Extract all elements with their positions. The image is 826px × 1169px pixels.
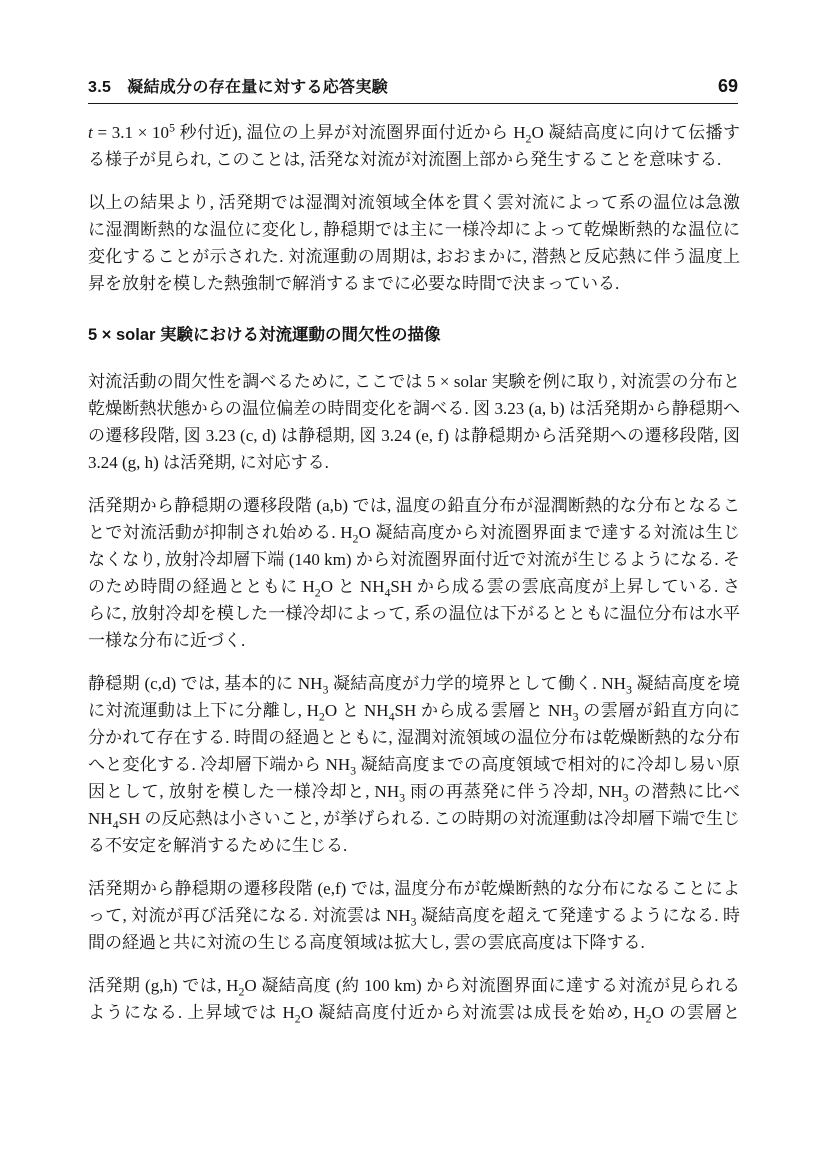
paragraph-7: 活発期 (g,h) では, $H_2O$ 凝結高度 (約 100 km) から対流圏界面に達する対流が見られるようになる. 上昇域では $H_2O$ 凝結高度付近から対流雲は成長を始め, $H_2O$ の雲層と xyxy=(88,976,740,1026)
section-number: 3.5 xyxy=(88,79,112,96)
paragraph-1: $t = 3.1 \times 10^5$ 秒付近), 温位の上昇が対流圏界面付近から $H_2O$ 凝結高度に向けて伝播する様子が見られ, このことは, 活発な対流が対流圏上部から発生することを意味する. xyxy=(88,120,741,169)
paragraph-3: 対流活動の間欠性を調べるために, ここでは 5 × solar 実験を例に取り, 対流雲の分布と乾燥断熱状態からの温位偏差の時間変化を調べる. 図 3.23 (a, b) は活発期から静穏期への遷移段階, 図 3.23 (c, d) は静穏期, 図 3.24 (e, f) は静穏期から活発期への遷移段階, 図 3.24 (g, h) は活発期, に対応する. xyxy=(88,372,740,472)
page-number: 69 xyxy=(717,76,738,96)
paragraph-4: 活発期から静穏期の遷移段階 (a,b) では, 温度の鉛直分布が湿潤断熱的な分布となることで対流活動が抑制され始める. $H_2O$ 凝結高度から対流圏界面まで達する対流は生じなくなり, 放射冷却層下端 (140 km) から対流圏界面付近で対流が生じるようになる. そのため時間の経過とともに $H_2O$ と $NH_4SH$ から成る雲の雲底高度が上昇している. さらに, 放射冷却を模した一様冷却によって, 系の温位は下がるとともに温位分布は水平一様な分布に近づく. xyxy=(88,496,740,650)
running-head xyxy=(88,74,738,104)
paragraph-2: 以上の結果より, 活発期では湿潤対流領域全体を貫く雲対流によって系の温位は急激に湿潤断熱的な温位に変化し, 静穏期では主に一様冷却によって乾燥断熱的な温位に変化することが示された. 対流運動の周期は, おおまかに, 潜熱と反応熱に伴う温度上昇を放射を模した熱強制で解消するまでに必要な時間で決まっている. xyxy=(88,193,740,293)
body-text xyxy=(88,119,740,1042)
section-title: 凝結成分の存在量に対する応答実験 xyxy=(127,79,388,96)
paragraph-6: 活発期から静穏期の遷移段階 (e,f) では, 温度分布が乾燥断熱的な分布になることによって, 対流が再び活発になる. 対流雲は $NH_3$ 凝結高度を超えて発達するようになる. 時間の経過と共に対流の生じる高度領域は拡大し, 雲の雲底高度は下降する. xyxy=(88,879,740,952)
paragraph-5: 静穏期 (c,d) では, 基本的に $NH_3$ 凝結高度が力学的境界として働く. $NH_3$ 凝結高度を境に対流運動は上下に分離し, $H_2O$ と $NH_4SH$ から成る雲層と $NH_3$ の雲層が鉛直方向に分かれて存在する. 時間の経過とともに, 湿潤対流領域の温位分布は乾燥断熱的な分布へと変化する. 冷却層下端から $NH_3$ 凝結高度までの高度領域で相対的に冷却し易い原因として, 放射を模した一様冷却と, $NH_3$ 雨の再蒸発に伴う冷却, $NH_3$ の潜熱に比べ $NH_4SH$ の反応熱は小さいこと, が挙げられる. この時期の対流運動は冷却層下端で生じる不安定を解消するために生じる. xyxy=(88,674,741,855)
section-heading xyxy=(88,74,388,97)
subsection-heading: 5 × solar 実験における対流運動の間欠性の描像 xyxy=(88,326,441,344)
